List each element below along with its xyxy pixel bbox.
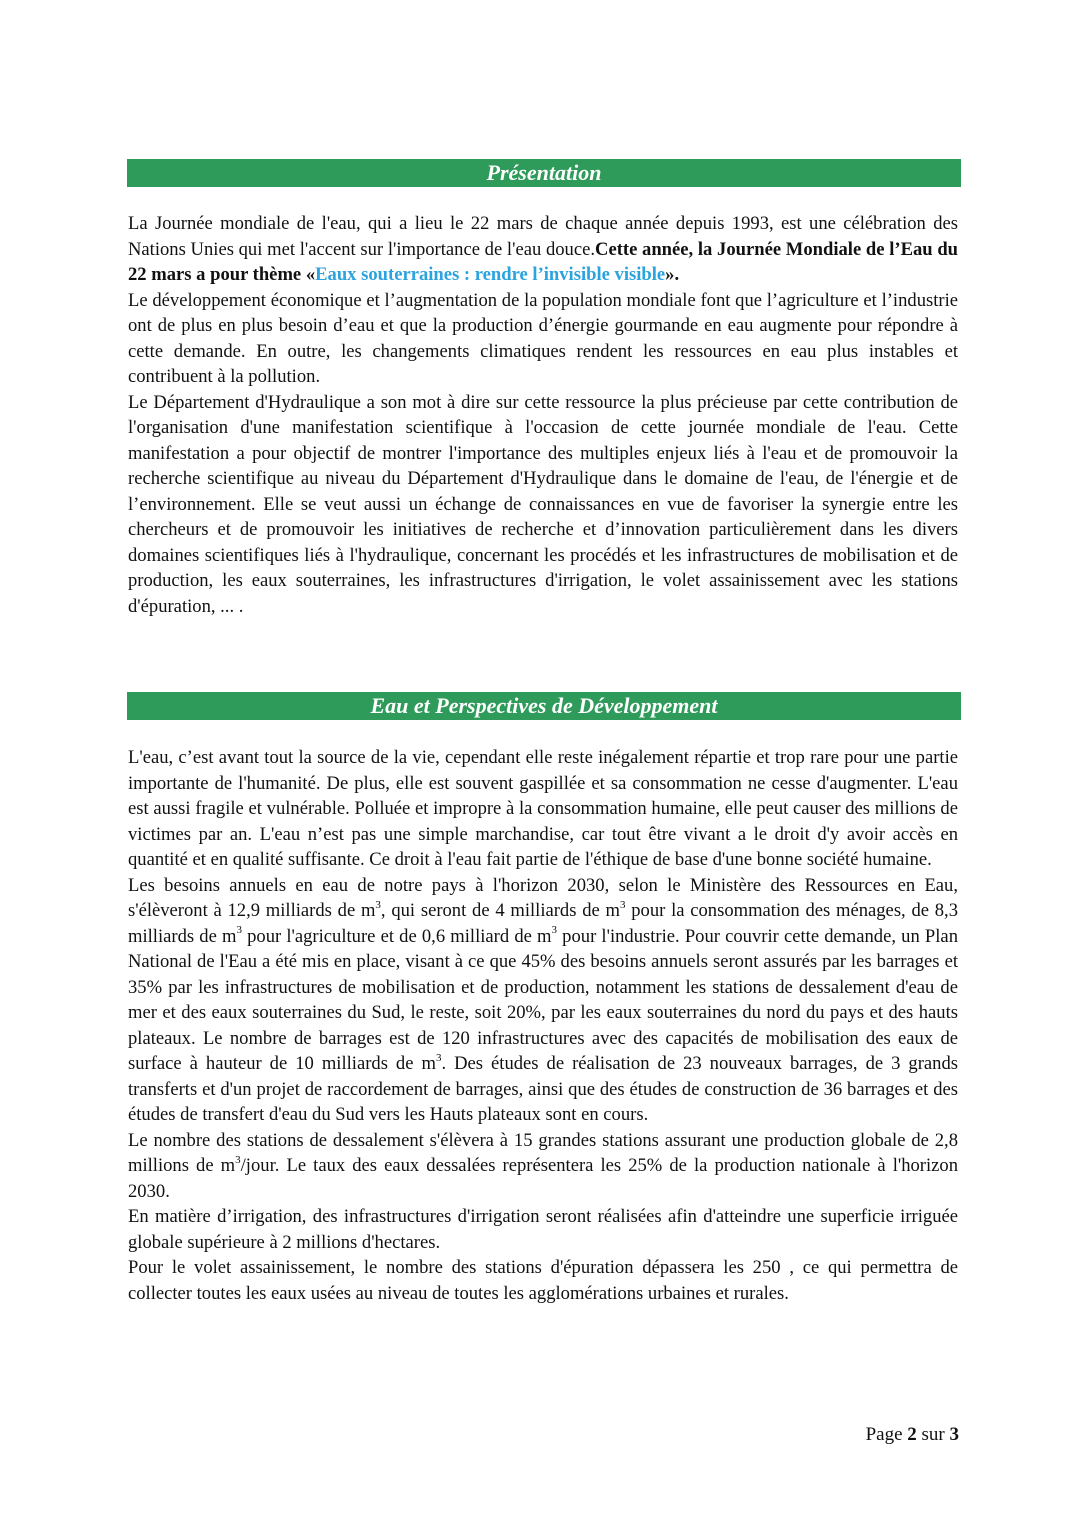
footer-page-total: 3 <box>949 1424 959 1445</box>
paragraph-bold-end: ». <box>665 264 680 285</box>
paragraph: L'eau, c’est avant tout la source de la vie, cependant elle reste inégalement répartie et trop rare pour une partie importante de l'humanité. De plus, elle est souvent gaspillée et sa consommation ne cesse d'augmenter. L'eau est aussi fragile et vulnérable. Polluée et impropre à la consommation humaine, elle peut causer des millions de victimes par an. L'eau n’est pas une simple marchandise, car tout être vivant a le droit d'y avoir accès en quantité et en qualité suffisante. Ce droit à l'eau fait partie de l'éthique de base d'une bonne société humaine. <box>128 747 958 870</box>
paragraph-bold-text: Cette année, la Journée Mondiale de l’Eau du 22 mars a pour thème « <box>128 238 958 285</box>
page-footer <box>866 1424 959 1446</box>
paragraph-text: La Journée mondiale de l'eau, qui a lieu le 22 mars de chaque année depuis 1993, est une célébration des Nations Unies qui met l'accent sur l'importance de l'eau douce. <box>128 213 958 260</box>
footer-page-label: Page <box>865 1424 903 1445</box>
superscript: 3 <box>551 924 558 937</box>
paragraph-text: pour l'industrie. Pour couvrir cette demande, un Plan National de l'Eau a été mis en place, visant à ce que 45% des besoins annuels seront assurés par les barrages et 35% par les infrastructures de mobilisation et de production, notamment les stations de dessalement d'eau de mer et des eaux souterraines du Sud, le reste, soit 20%, par les eaux souterraines du nord du pays et des hauts plateaux. Le nombre de barrages est de 120 infrastructures avec des capacités de mobilisation des eaux de surface à hauteur de 10 milliards de m <box>128 925 958 1074</box>
paragraph <box>128 1128 958 1205</box>
superscript: 3 <box>435 1051 442 1064</box>
paragraph-text: , qui seront de 4 milliards de m <box>380 900 620 921</box>
paragraph: Le développement économique et l’augmentation de la population mondiale font que l’agriculture et l’industrie ont de plus en plus besoin d’eau et que la production d’énergie gourmande en eau augmente pour répondre à cette demande. En outre, les changements climatiques rendent les ressources en eau plus instables et contribuent à la pollution. <box>128 289 958 387</box>
paragraph: Le Département d'Hydraulique a son mot à dire sur cette ressource la plus précieuse par cette contribution de l'organisation d'une manifestation scientifique à l'occasion de cette journée mondiale de l'eau. Cette manifestation a pour objectif de montrer l'importance des multiples enjeux liés à l'eau et de promouvoir la recherche scientifique au niveau du Département d'Hydraulique dans le domaine de l'eau, de l'énergie et de l’environnement. Elle se veut aussi un échange de connaissances en vue de favoriser la synergie entre les chercheurs et de promouvoir les initiatives de recherche et d’innovation particulièrement dans les divers domaines scientifiques liés à l'hydraulique, concernant les procédés et les infrastructures de mobilisation et de production, les eaux souterraines, les infrastructures d'irrigation, le volet assainissement avec les stations d'épuration, ... . <box>128 391 958 617</box>
paragraph <box>128 873 958 1128</box>
paragraph-text: Les besoins annuels en eau de notre pays à l'horizon 2030, selon le Ministère des Ressources en Eau, s'élèveront à 12,9 milliards de m <box>128 874 958 921</box>
superscript: 3 <box>375 898 381 911</box>
paragraph-text: /jour. Le taux des eaux dessalées représentera les 25% de la production nationale à l'horizon 2030. <box>128 1155 959 1202</box>
theme-highlight: Eaux souterraines : rendre l’invisible visible <box>315 264 666 285</box>
paragraph-text: Le nombre des stations de dessalement s'élèvera à 15 grandes stations assurant une production globale de 2,8 millions de m <box>128 1129 958 1176</box>
superscript: 3 <box>236 924 242 937</box>
paragraph: Pour le volet assainissement, le nombre des stations d'épuration dépassera les 250 , ce qui permettra de collecter toutes les eaux usées au niveau de toutes les agglomérations urbaines et rurales. <box>128 1257 958 1304</box>
paragraph-text: pour la consommation des ménages, de 8,3 milliards de m <box>128 900 958 947</box>
paragraph: En matière d’irrigation, des infrastructures d'irrigation seront réalisées afin d'atteindre une superficie irriguée globale supérieure à 2 millions d'hectares. <box>128 1206 958 1253</box>
section-heading-presentation: Présentation <box>127 159 961 187</box>
paragraph-text: . Des études de réalisation de 23 nouveaux barrages, de 3 grands transferts et d'un projet de raccordement de barrages, ainsi que des études de construction de 36 barrages et des études de transfert d'eau du Sud vers les Hauts plateaux sont en cours. <box>128 1053 958 1125</box>
section-body-development <box>128 745 958 1306</box>
superscript: 3 <box>235 1153 241 1166</box>
footer-of-label: sur <box>921 1424 945 1445</box>
section-body-presentation <box>128 211 958 619</box>
paragraph-text: pour l'agriculture et de 0,6 milliard de m <box>241 925 552 947</box>
section-heading-development: Eau et Perspectives de Développement <box>127 692 961 720</box>
superscript: 3 <box>619 898 626 911</box>
paragraph <box>128 211 958 288</box>
footer-page-number: 2 <box>907 1424 917 1445</box>
